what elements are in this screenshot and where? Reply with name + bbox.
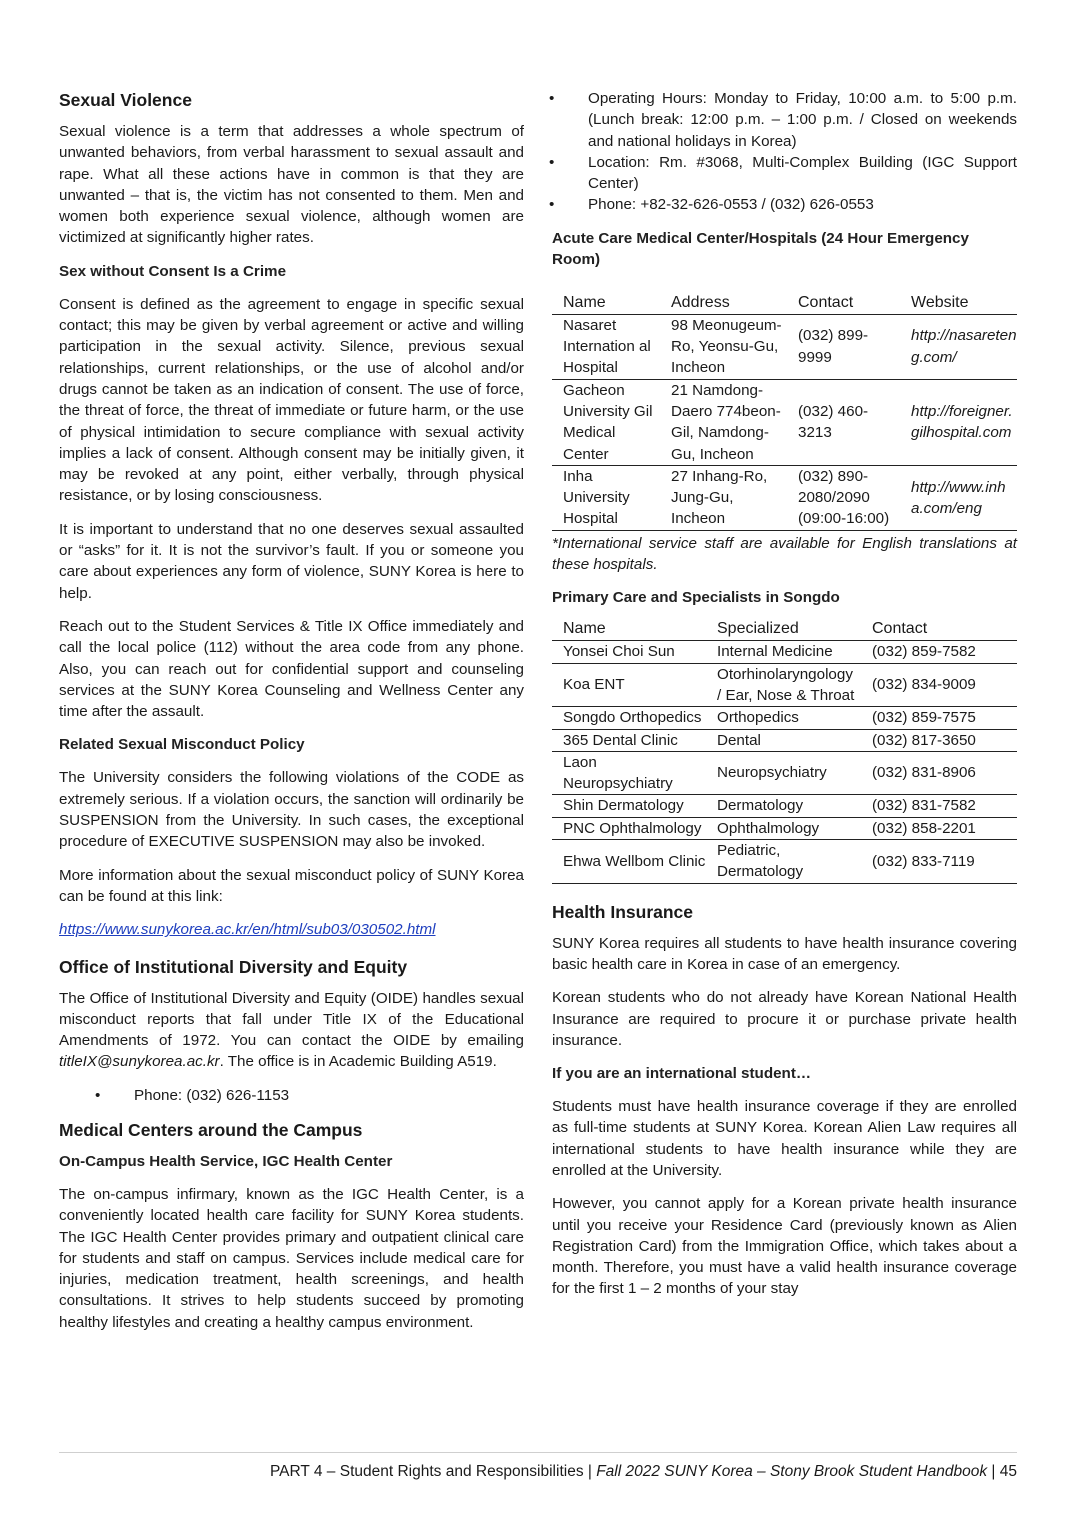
table-cell: (032) 831-8906 [861, 751, 1017, 795]
table-row [552, 641, 1017, 663]
paragraph: The University considers the following violations of the CODE as extremely serious. If a violation occurs, the sanction will ordinarily be SUSPENSION from the University. In such cases, the exceptional procedure of EXECUTIVE SUSPENSION may also be invoked. [59, 769, 524, 851]
table-cell: Pediatric, Dermatology [706, 840, 861, 884]
table-cell: (032) 859-7575 [861, 707, 1017, 729]
table-row [552, 379, 1017, 465]
table-row [552, 817, 1017, 839]
paragraph: Students must have health insurance coverage if they are enrolled as full-time students at SUNY Korea. Korean Alien Law requires all international students to have health insurance while they are enrolled at the University. [552, 1098, 1017, 1179]
section-title-sexual-violence: Sexual Violence [59, 90, 192, 110]
paragraph: SUNY Korea requires all students to have health insurance covering basic health care in Korea in case of an emergency. [552, 934, 1017, 973]
subsection-title-acute-care: Acute Care Medical Center/Hospitals (24 Hour Emergency Room) [552, 229, 969, 268]
table-cell: (032) 859-7582 [861, 641, 1017, 663]
table-cell: 98 Meonugeum-Ro, Yeonsu-Gu, Incheon [660, 314, 787, 379]
primary-care-table [552, 618, 1017, 883]
column-header: Name [552, 618, 706, 641]
column-header: Name [552, 292, 660, 315]
subsection-title-policy: Related Sexual Misconduct Policy [59, 736, 305, 754]
translation-note: *International service staff are available for English translations at these hospitals. [552, 534, 1017, 574]
table-cell: Nasaret Internation al Hospital [552, 314, 660, 379]
table-row [552, 795, 1017, 817]
footer-handbook-title: Fall 2022 SUNY Korea – Stony Brook Student Handbook [596, 1463, 988, 1480]
policy-link[interactable]: https://www.sunykorea.ac.kr/en/html/sub03/030502.html [59, 921, 436, 939]
paragraph: The Office of Institutional Diversity and Equity (OIDE) handles sexual misconduct reports that fall under Title IX of the Educational Amendments of 1972. You can contact the OIDE by emailing titleIX@sunykorea.ac.kr. The office is in Academic Building A519. [59, 989, 524, 1071]
paragraph: Korean students who do not already have Korean National Health Insurance are required to procure it or purchase private health insurance. [552, 989, 1017, 1049]
left-column [59, 88, 524, 1345]
table-cell: (032) 833-7119 [861, 840, 1017, 884]
table-cell: Inha University Hospital [552, 465, 660, 530]
table-cell: 365 Dental Clinic [552, 729, 706, 751]
section-title-health-insurance: Health Insurance [552, 901, 694, 922]
paragraph: More information about the sexual misconduct policy of SUNY Korea can be found at this link: [59, 866, 524, 905]
table-cell: (032) 890-2080/2090 (09:00-16:00) [787, 465, 900, 530]
table-header-row [552, 292, 1017, 315]
oide-email[interactable]: titleIX@sunykorea.ac.kr [59, 1053, 220, 1071]
subsection-title-consent: Sex without Consent Is a Crime [59, 262, 287, 280]
list-item: • Phone: +82-32-626-0553 / (032) 626-0553 [513, 194, 1017, 215]
table-cell: PNC Ophthalmology [552, 817, 706, 839]
table-cell: Internal Medicine [706, 641, 861, 663]
table-cell: Gacheon University Gil Medical Center [552, 379, 660, 465]
table-row [552, 729, 1017, 751]
paragraph: Consent is defined as the agreement to engage in specific sexual contact; this may be given by verbal agreement or active and willing participation in the sexual activity. Silence, previous sexual relationships, current relationships, or the use of alcohol and/or drugs cannot be taken as an indication of consent. The use of force, the threat of force, the threat of immediate or future harm, or the use of physical intimidation to secure compliance with sexual activity implies a lack of consent. Although consent may be initially given, it may be revoked at any point, either verbally, through physical resistance, or by losing consciousness. [59, 295, 524, 505]
oide-contact-list [59, 1085, 524, 1106]
paragraph: Reach out to the Student Services & Title IX Office immediately and call the local police (112) without the area code from any phone. Also, you can reach out for confidential support and counseling services at the SUNY Korea Counseling and Wellness Center any time after the assault. [59, 617, 524, 721]
paragraph: Sexual violence is a term that addresses a whole spectrum of unwanted behaviors, from verbal harassment to sexual assault and rape. What all these actions have in common is that they are unwanted – that is, the victim has not consented to them. Men and women both experience sexual violence, although women are victimized at significantly higher rates. [59, 123, 524, 247]
table-cell: 27 Inhang-Ro, Jung-Gu, Incheon [660, 465, 787, 530]
table-cell: Dermatology [706, 795, 861, 817]
table-cell: (032) 834-9009 [861, 663, 1017, 707]
table-cell: Shin Dermatology [552, 795, 706, 817]
table-cell: (032) 460-3213 [787, 379, 900, 465]
table-row [552, 840, 1017, 884]
table-cell: (032) 858-2201 [861, 817, 1017, 839]
table-cell: Dental [706, 729, 861, 751]
health-center-info-list [513, 88, 1017, 216]
table-cell: Koa ENT [552, 663, 706, 707]
table-cell: Songdo Orthopedics [552, 707, 706, 729]
table-cell: Neuropsychiatry [706, 751, 861, 795]
table-row [552, 707, 1017, 729]
subsection-title-health-center: On-Campus Health Service, IGC Health Center [59, 1152, 393, 1170]
list-item: • Phone: (032) 626-1153 [59, 1085, 524, 1106]
acute-care-table [552, 292, 1017, 531]
hospital-website-link[interactable]: http://nasareteng.com/ [900, 314, 1017, 379]
section-title-medical: Medical Centers around the Campus [59, 1119, 363, 1140]
table-cell: 21 Namdong-Daero 774beon-Gil, Namdong-Gu, Incheon [660, 379, 787, 465]
column-header: Contact [861, 618, 1017, 641]
column-header: Contact [787, 292, 900, 315]
section-title-oide: Office of Institutional Diversity and Equity [59, 956, 408, 977]
list-item: • Operating Hours: Monday to Friday, 10:00 a.m. to 5:00 p.m. (Lunch break: 12:00 p.m. – 1:00 p.m. / Closed on weekends and national holidays in Korea) [513, 88, 1017, 152]
subsection-title-international: If you are an international student… [552, 1065, 812, 1083]
table-cell: Orthopedics [706, 707, 861, 729]
subsection-title-primary-care: Primary Care and Specialists in Songdo [552, 589, 840, 607]
right-column [552, 88, 1017, 1312]
table-row [552, 314, 1017, 379]
page-footer [59, 1452, 1017, 1482]
page-number: | 45 [987, 1463, 1017, 1480]
table-row [552, 751, 1017, 795]
table-cell: Otorhinolaryngology / Ear, Nose & Throat [706, 663, 861, 707]
table-row [552, 663, 1017, 707]
hospital-website-link[interactable]: http://www.inha.com/eng [900, 465, 1017, 530]
list-item: • Location: Rm. #3068, Multi-Complex Building (IGC Support Center) [513, 152, 1017, 195]
paragraph: It is important to understand that no one deserves sexual assaulted or “asks” for it. It is not the survivor’s fault. If you or someone you care about experiences any form of violence, SUNY Korea is here to help. [59, 520, 524, 602]
column-header: Address [660, 292, 787, 315]
table-cell: Ehwa Wellbom Clinic [552, 840, 706, 884]
table-cell: (032) 817-3650 [861, 729, 1017, 751]
paragraph: The on-campus infirmary, known as the IGC Health Center, is a conveniently located health care facility for SUNY Korea students. The IGC Health Center provides primary and outpatient clinical care for students and staff on campus. Services include medical care for injuries, medication treatment, health screenings, and health consultations. It strives to help students succeed by promoting healthy lifestyles and creating a healthy campus environment. [59, 1185, 524, 1331]
table-cell: (032) 899-9999 [787, 314, 900, 379]
paragraph: However, you cannot apply for a Korean private health insurance until you receive your Residence Card (previously known as Alien Registration Card) from the Immigration Office, which takes about a month. Therefore, you must have a valid health insurance coverage for the first 1 – 2 months of your stay [552, 1195, 1017, 1298]
table-header-row [552, 618, 1017, 641]
table-cell: Yonsei Choi Sun [552, 641, 706, 663]
column-header: Specialized [706, 618, 861, 641]
column-header: Website [900, 292, 1017, 315]
table-cell: (032) 831-7582 [861, 795, 1017, 817]
hospital-website-link[interactable]: http://foreigner.gilhospital.com [900, 379, 1017, 465]
table-cell: Ophthalmology [706, 817, 861, 839]
footer-part: PART 4 – Student Rights and Responsibilities | [269, 1463, 597, 1480]
table-cell: Laon Neuropsychiatry [552, 751, 706, 795]
table-row [552, 465, 1017, 530]
